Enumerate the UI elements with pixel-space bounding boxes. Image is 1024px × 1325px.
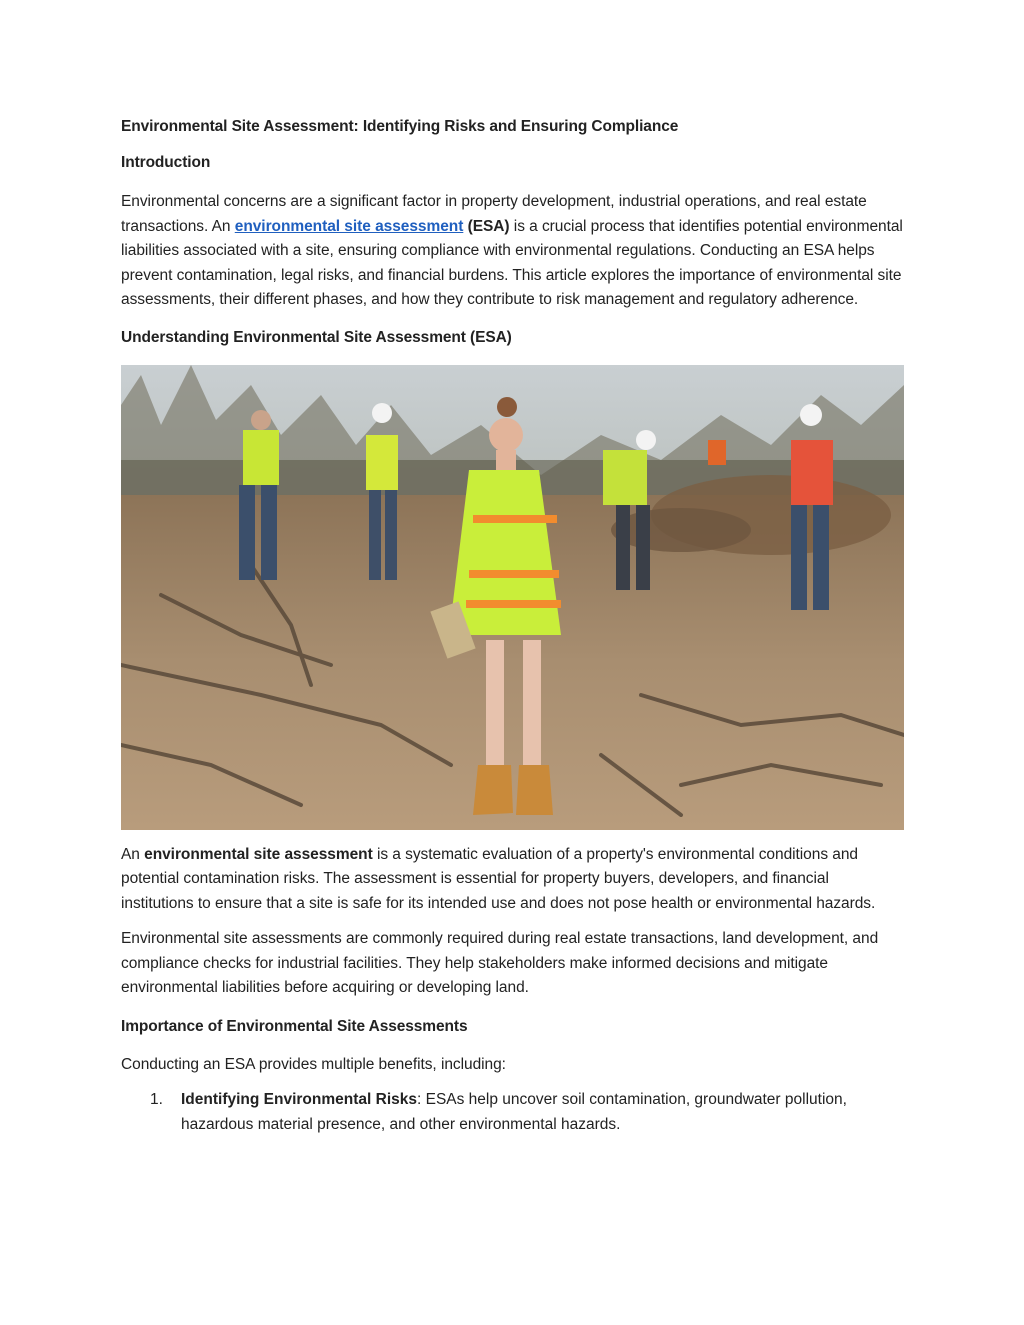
introduction-heading: Introduction <box>121 154 211 171</box>
understanding-esa-heading: Understanding Environmental Site Assessment (ESA) <box>121 328 512 346</box>
intro-text-start: Environmental concerns are a significant factor in property development, industrial operations, and real estate transactions. An <box>121 193 867 235</box>
list-item-title: Identifying Environmental Risks <box>181 1091 417 1108</box>
benefits-intro: Conducting an ESA provides multiple benefits, including: <box>121 1055 506 1073</box>
site-assessment-photo <box>121 365 904 830</box>
list-item-number: 1. <box>150 1091 163 1108</box>
definition-prefix: An <box>121 845 145 863</box>
intro-text-end: is a crucial process that identifies potential environmental liabilities associated with a site, ensuring compliance with environmental regulations. Conducting an ESA helps prevent contamination, legal risks, and financial burdens. This article explores the importance of environmental site assessments, their different phases, and how they contribute to risk management and regulatory adherence. <box>121 217 903 308</box>
benefits-list <box>121 1088 905 1137</box>
list-item <box>121 1088 905 1137</box>
importance-heading: Importance of Environmental Site Assessments <box>121 1017 468 1035</box>
esa-usage-paragraph: Environmental site assessments are commonly required during real estate transactions, land development, and compliance checks for industrial facilities. They help stakeholders make informed decisions and mitigate environmental liabilities before acquiring or developing land. <box>121 930 879 996</box>
esa-link[interactable]: environmental site assessment <box>234 217 464 235</box>
document-title: Environmental Site Assessment: Identifying Risks and Ensuring Compliance <box>121 118 679 135</box>
definition-text: is a systematic evaluation of a property's environmental conditions and potential contamination risks. The assessment is essential for property buyers, developers, and financial institutions to ensure that a site is safe for its intended use and does not pose health or environmental hazards. <box>121 845 876 912</box>
esa-definition-paragraph <box>121 843 905 917</box>
definition-term: environmental site assessment <box>144 845 373 863</box>
list-item-text: : ESAs help uncover soil contamination, groundwater pollution, hazardous material presence, and other environmental hazards. <box>181 1091 847 1133</box>
introduction-paragraph <box>121 190 905 313</box>
esa-abbreviation: (ESA) <box>467 217 510 235</box>
document-page <box>121 118 905 1137</box>
